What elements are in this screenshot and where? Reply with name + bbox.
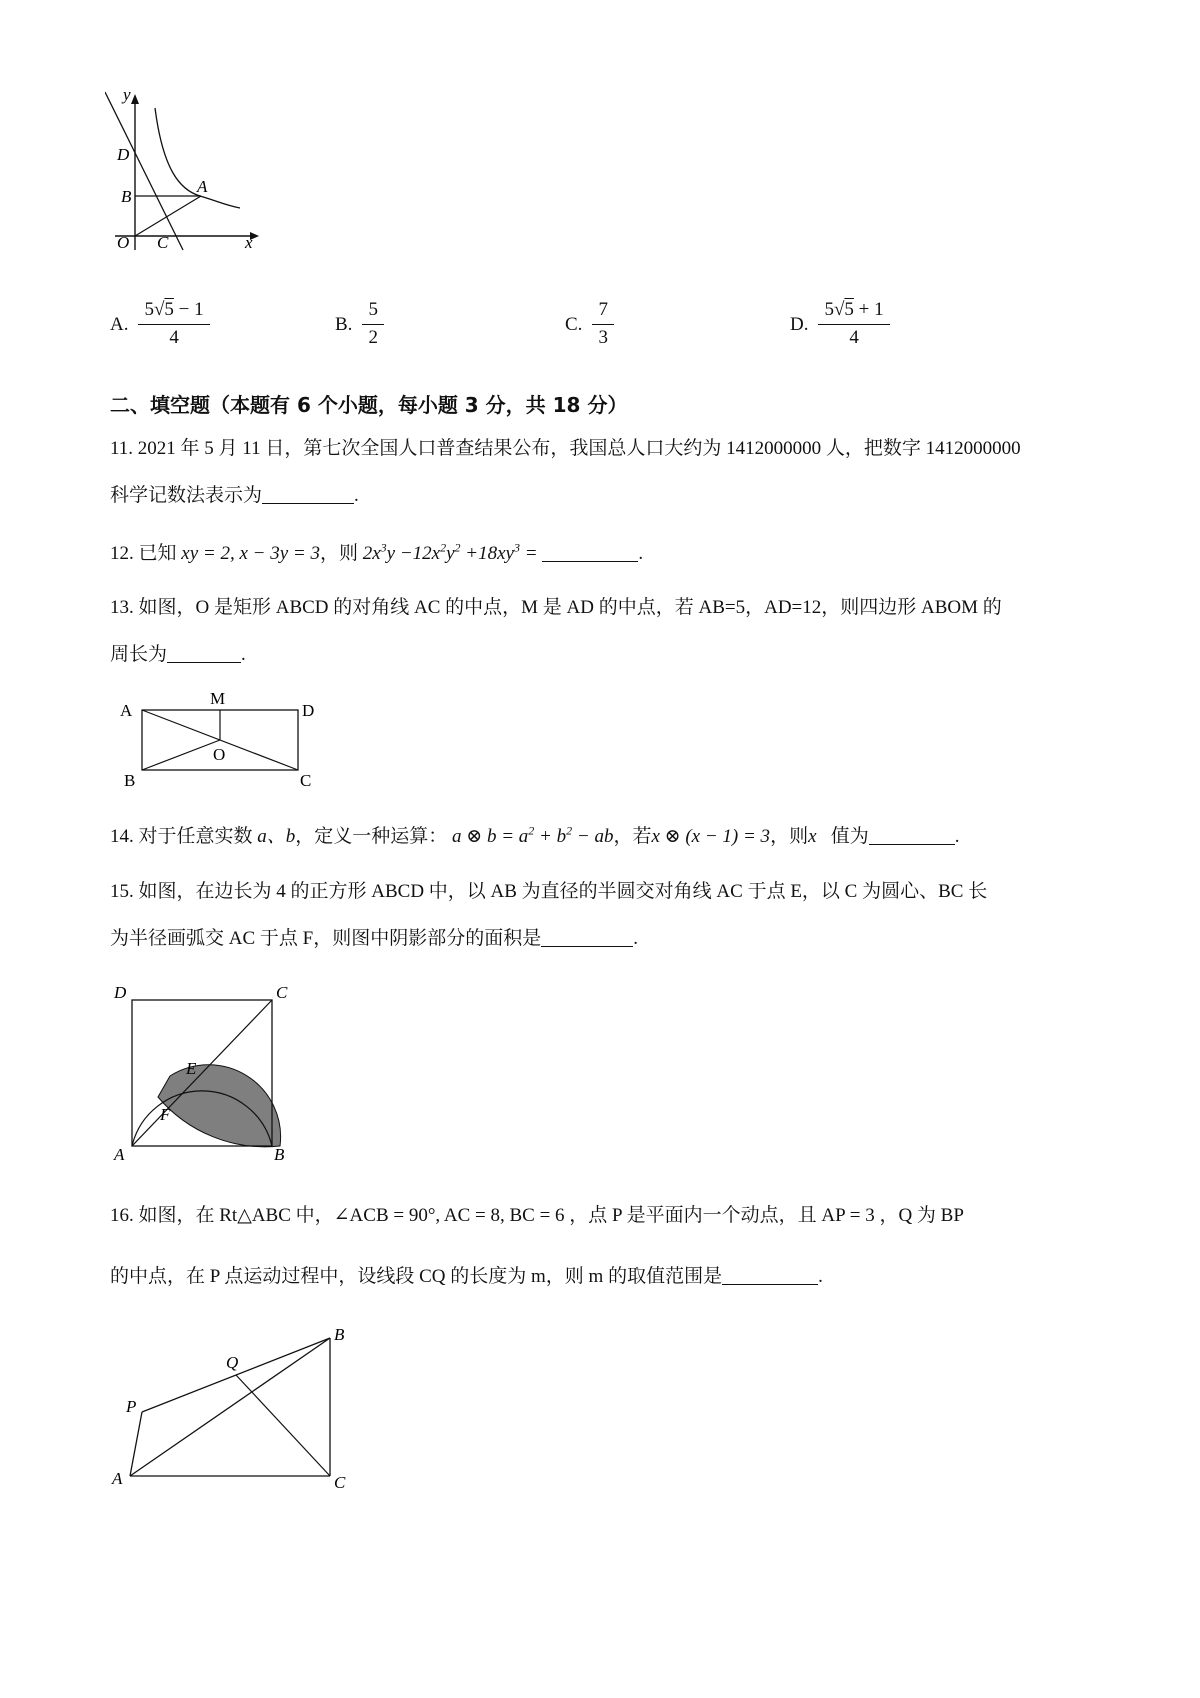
fig-label-C: C bbox=[300, 771, 312, 788]
fig-label-B: B bbox=[334, 1325, 345, 1344]
fig-label-D: D bbox=[114, 983, 127, 1002]
section-heading: 二、填空题（本题有 6 个小题，每小题 3 分，共 18 分） bbox=[110, 393, 628, 417]
q14-line: 14. 对于任意实数 a、b，定义一种运算： a ⊗ $b = a^2 + b^2$ − ab，若x ⊗ (x − 1) = 3，则x 值为 . bbox=[110, 823, 960, 847]
fig-label-P: P bbox=[126, 1397, 137, 1416]
option-fraction: $\frac{5√5 - 1}{4}$ bbox=[138, 298, 209, 351]
q10-graph-figure bbox=[105, 90, 265, 260]
answer-blank[interactable] bbox=[722, 1266, 818, 1285]
answer-blank[interactable] bbox=[167, 644, 241, 663]
answer-blank[interactable] bbox=[262, 485, 354, 504]
q10-option-b bbox=[335, 298, 384, 351]
fig-label-O: O bbox=[213, 745, 226, 764]
q15-line1: 15. 如图，在边长为 4 的正方形 ABCD 中，以 AB 为直径的半圆交对角线 AC 于点 E，以 C 为圆心、BC 长 bbox=[110, 881, 988, 902]
fig-label-A: A bbox=[114, 1145, 125, 1164]
fig-label-D: D bbox=[302, 701, 315, 720]
q14-definition: a ⊗ $b = a^2 + b^2$ − ab bbox=[452, 823, 614, 847]
q12-condition: xy = 2, x − 3y = 3 bbox=[181, 543, 320, 564]
option-letter: D. bbox=[790, 313, 809, 335]
answer-blank[interactable] bbox=[542, 543, 638, 562]
fig-label-C: C bbox=[157, 233, 169, 252]
q10-option-d bbox=[790, 298, 890, 351]
q16-line2: 的中点，在 P 点运动过程中，设线段 CQ 的长度为 m，则 m 的取值范围是 . bbox=[110, 1266, 823, 1287]
q13-line1: 13. 如图，O 是矩形 ABCD 的对角线 AC 的中点，M 是 AD 的中点，若 AB=5，AD=12，则四边形 ABOM 的 bbox=[110, 597, 1002, 618]
fig-label-x: x bbox=[245, 233, 253, 252]
fig-label-B: B bbox=[121, 187, 132, 206]
q15-square-figure bbox=[108, 980, 308, 1165]
fig-label-y: y bbox=[123, 90, 131, 104]
option-fraction: $\frac{5√5 + 1}{4}$ bbox=[818, 298, 889, 351]
fig-label-Q: Q bbox=[226, 1353, 239, 1372]
fig-label-D: D bbox=[117, 145, 130, 164]
q12-expression: $2x^3y -12x^2y^2 +18xy^3$ = bbox=[362, 540, 543, 564]
fig-label-F: F bbox=[160, 1105, 171, 1124]
option-fraction: $\frac{5}{2}$ bbox=[362, 298, 384, 351]
fig-label-E: E bbox=[186, 1059, 197, 1078]
q12-line: 12. 已知 xy = 2, x − 3y = 3，则 $2x^3y -12x^2y^2 +18xy^3$ = . bbox=[110, 540, 644, 564]
answer-blank[interactable] bbox=[869, 826, 955, 845]
q15-line2: 为半径画弧交 AC 于点 F，则图中阴影部分的面积是 . bbox=[110, 928, 638, 949]
q11-line2: 科学记数法表示为 . bbox=[110, 485, 359, 506]
option-letter: C. bbox=[565, 313, 583, 335]
q16-triangle-figure bbox=[108, 1318, 358, 1493]
fig-label-A: A bbox=[120, 701, 133, 720]
fig-label-C: C bbox=[334, 1473, 346, 1492]
q11-line1: 11. 2021 年 5 月 11 日，第七次全国人口普查结果公布，我国总人口大约为 1412000000 人，把数字 1412000000 bbox=[110, 438, 1021, 459]
q10-option-c bbox=[565, 298, 614, 351]
fig-label-B: B bbox=[124, 771, 136, 788]
option-fraction: $\frac{7}{3}$ bbox=[592, 298, 614, 351]
q10-option-a bbox=[110, 298, 210, 351]
option-letter: B. bbox=[335, 313, 353, 335]
q13-rectangle-figure bbox=[110, 688, 320, 788]
fig-label-O: O bbox=[117, 233, 130, 252]
fig-label-A: A bbox=[112, 1469, 123, 1488]
option-letter: A. bbox=[110, 313, 129, 335]
fig-label-B: B bbox=[274, 1145, 285, 1164]
answer-blank[interactable] bbox=[541, 928, 633, 947]
q16-line1: 16. 如图，在 Rt△ABC 中，∠ACB = 90°, AC = 8, BC = 6 ，点 P 是平面内一个动点，且 AP = 3 ，Q 为 BP bbox=[110, 1205, 964, 1226]
fig-label-M: M bbox=[210, 689, 226, 708]
q13-line2: 周长为 . bbox=[110, 644, 246, 665]
q14-condition: x ⊗ (x − 1) = 3 bbox=[651, 826, 771, 847]
fig-label-C: C bbox=[276, 983, 288, 1002]
fig-label-A: A bbox=[197, 177, 208, 196]
